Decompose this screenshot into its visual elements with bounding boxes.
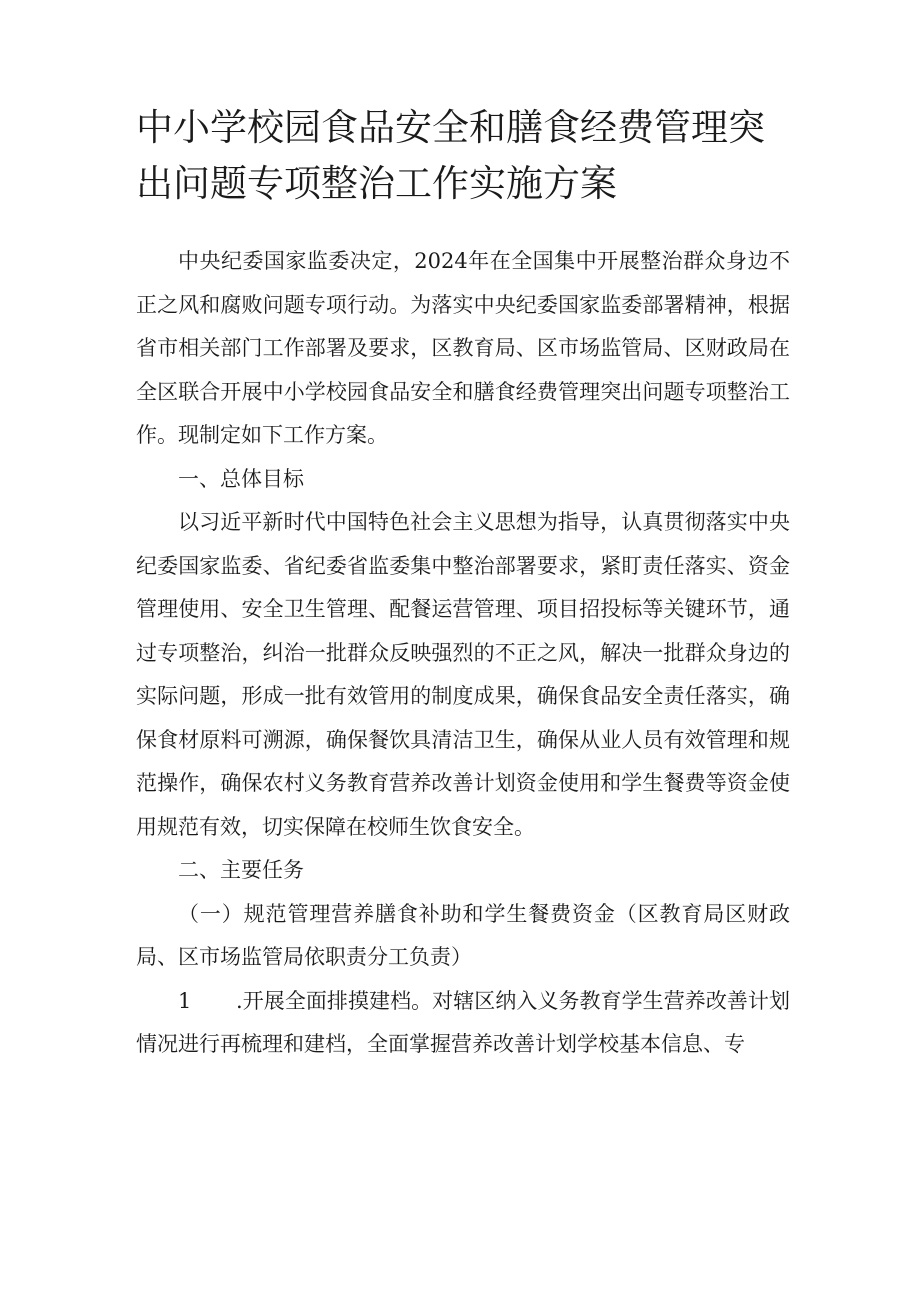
section-heading-main-tasks: 二、主要任务 — [178, 858, 304, 882]
task-item-number: 1 — [178, 988, 192, 1013]
document-body — [136, 240, 790, 1067]
intro-paragraph: 中央纪委国家监委决定，2024年在全国集中开展整治群众身边不正之风和腐败问题专项行动。为落实中央纪委国家监委部署精神，根据省市相关部门工作部署及要求，区教育局、区市场监管局、区财政局在全区联合开展中小学校园食品安全和膳食经费管理突出问题专项整治工作。现制定如下工作方案。 — [136, 249, 790, 447]
overall-goal-paragraph: 以习近平新时代中国特色社会主义思想为指导，认真贯彻落实中央纪委国家监委、省纪委省监委集中整治部署要求，紧盯责任落实、资金管理使用、安全卫生管理、配餐运营管理、项目招投标等关键环节，通过专项整治，纠治一批群众反映强烈的不正之风，解决一批群众身边的实际问题，形成一批有效管用的制度成果，确保食品安全责任落实，确保食材原料可溯源，确保餐饮具清洁卫生，确保从业人员有效管理和规范操作，确保农村义务教育营养改善计划资金使用和学生餐费等资金使用规范有效，切实保障在校师生饮食安全。 — [136, 510, 790, 839]
section-heading-overall-goal: 一、总体目标 — [178, 466, 304, 491]
task-item-text: .开展全面排摸建档。对辖区纳入义务教育学生营养改善计划情况进行再梳理和建档，全面掌握营养改善计划学校基本信息、专 — [136, 988, 790, 1056]
subsection-heading-1: （一）规范管理营养膳食补助和学生餐费资金（区教育局区财政局、区市场监管局依职责分工负责） — [136, 901, 790, 969]
task-item-1 — [136, 980, 790, 1067]
document-title: 中小学校园食品安全和膳食经费管理突出问题专项整治工作实施方案 — [136, 106, 765, 205]
